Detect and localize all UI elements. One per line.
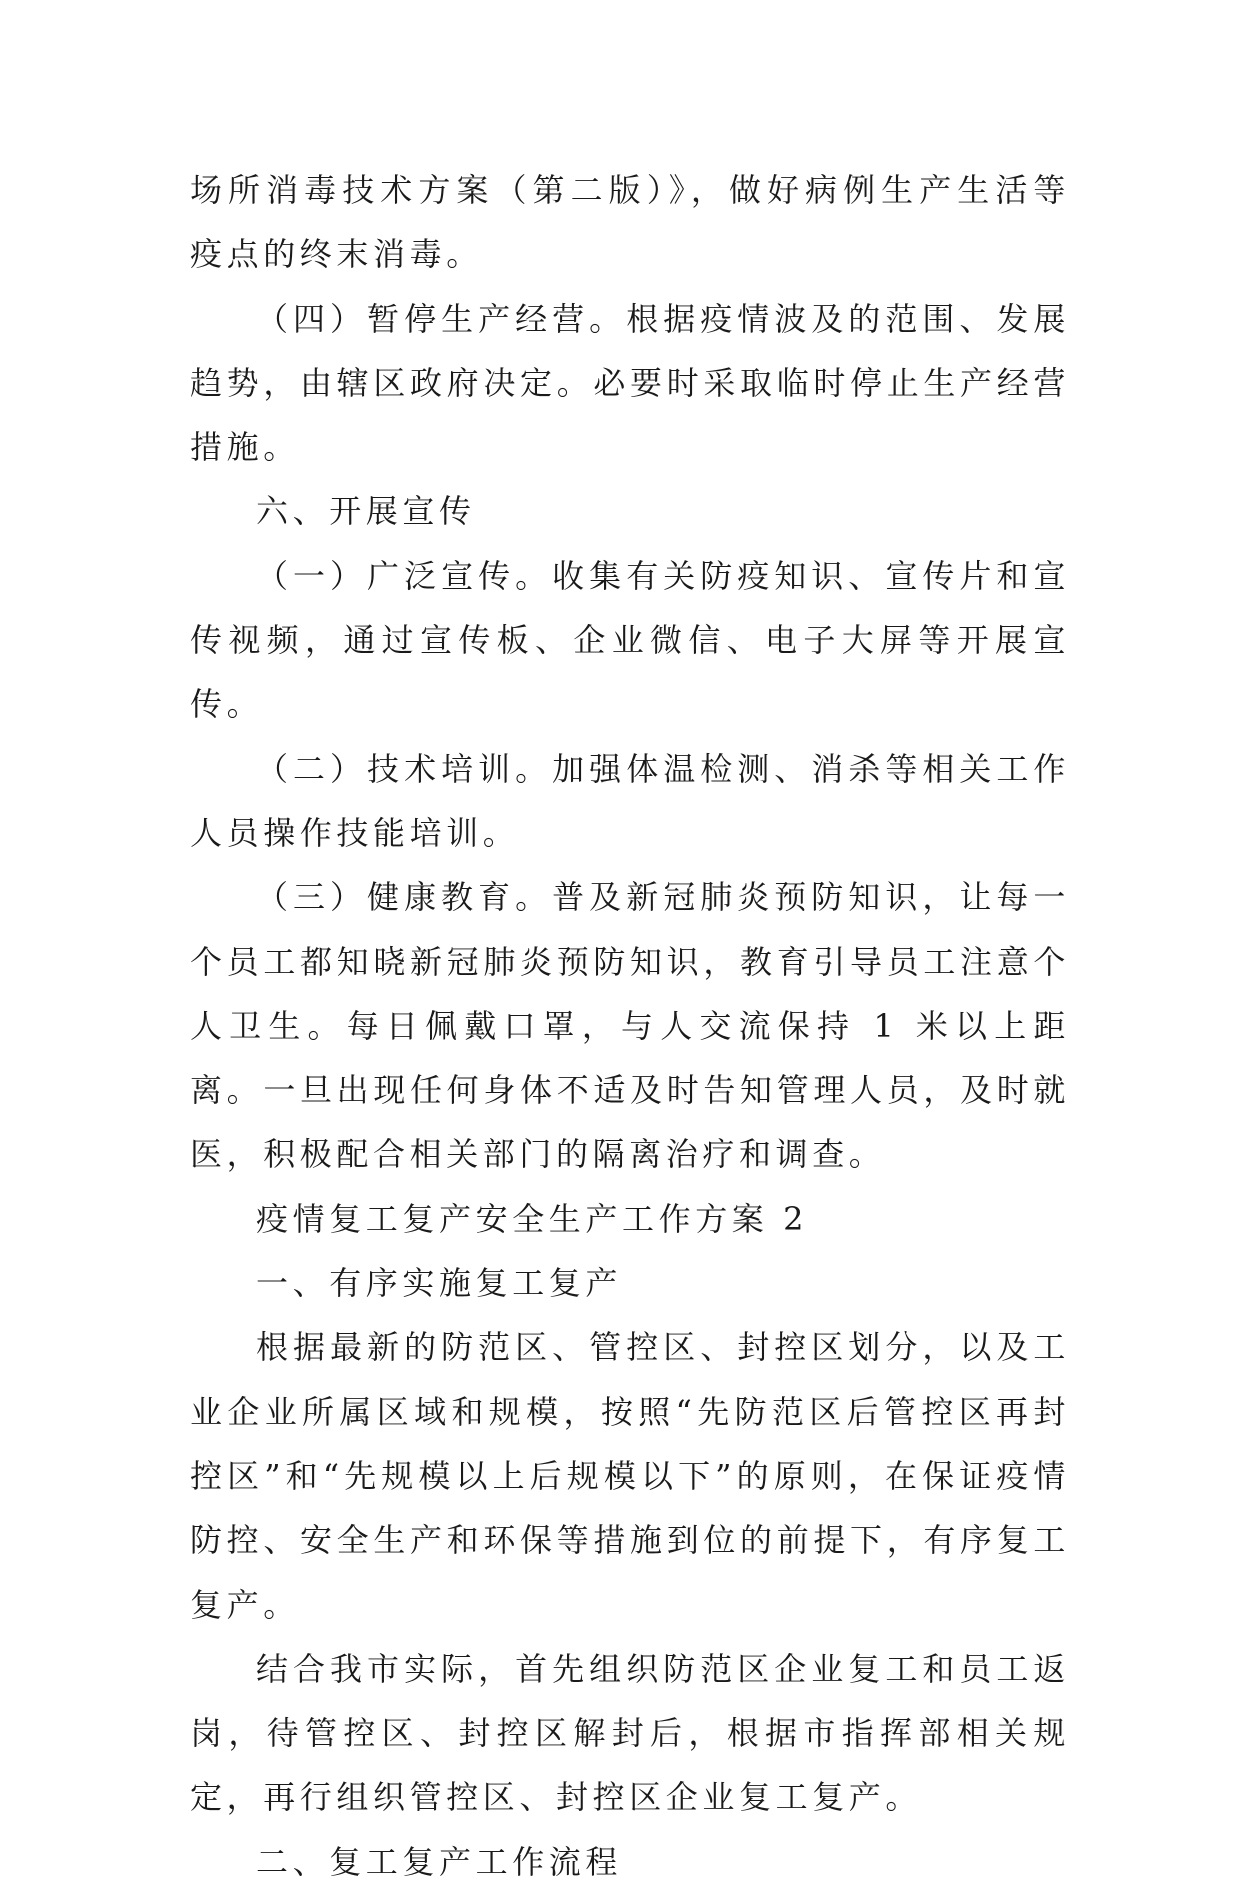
paragraph-technical-training: （二）技术培训。加强体温检测、消杀等相关工作人员操作技能培训。 [190, 749, 1070, 852]
section-heading-orderly-resumption: 一、有序实施复工复产 [256, 1264, 623, 1303]
paragraph-broad-publicity: （一）广泛宣传。收集有关防疫知识、宣传片和宣传视频，通过宣传板、企业微信、电子大屏等开展宣传。 [190, 556, 1070, 724]
paragraph-local-practice: 结合我市实际，首先组织防范区企业复工和员工返岗，待管控区、封控区解封后，根据市指挥部相关规定，再行组织管控区、封控区企业复工复产。 [190, 1649, 1070, 1817]
section-heading-workflow: 二、复工复产工作流程 [256, 1842, 623, 1881]
section-heading-publicity: 六、开展宣传 [256, 492, 476, 531]
document-subtitle-plan-2: 疫情复工复产安全生产工作方案 2 [256, 1199, 809, 1238]
paragraph-suspend-production: （四）暂停生产经营。根据疫情波及的范围、发展趋势，由辖区政府决定。必要时采取临时停止生产经营措施。 [190, 299, 1070, 467]
document-body [190, 158, 1070, 1894]
paragraph-disinfection-end: 场所消毒技术方案（第二版）》，做好病例生产生活等疫点的终末消毒。 [190, 171, 1070, 274]
paragraph-zone-principle: 根据最新的防范区、管控区、封控区划分，以及工业企业所属区域和规模，按照“先防范区后管控区再封控区”和“先规模以上后规模以下”的原则，在保证疫情防控、安全生产和环保等措施到位的前提下，有序复工复产。 [190, 1328, 1070, 1624]
paragraph-health-education: （三）健康教育。普及新冠肺炎预防知识，让每一个员工都知晓新冠肺炎预防知识，教育引导员工注意个人卫生。每日佩戴口罩，与人交流保持 1 米以上距离。一旦出现任何身体不适及时告知管理人员，及时就医，积极配合相关部门的隔离治疗和调查。 [190, 878, 1070, 1174]
